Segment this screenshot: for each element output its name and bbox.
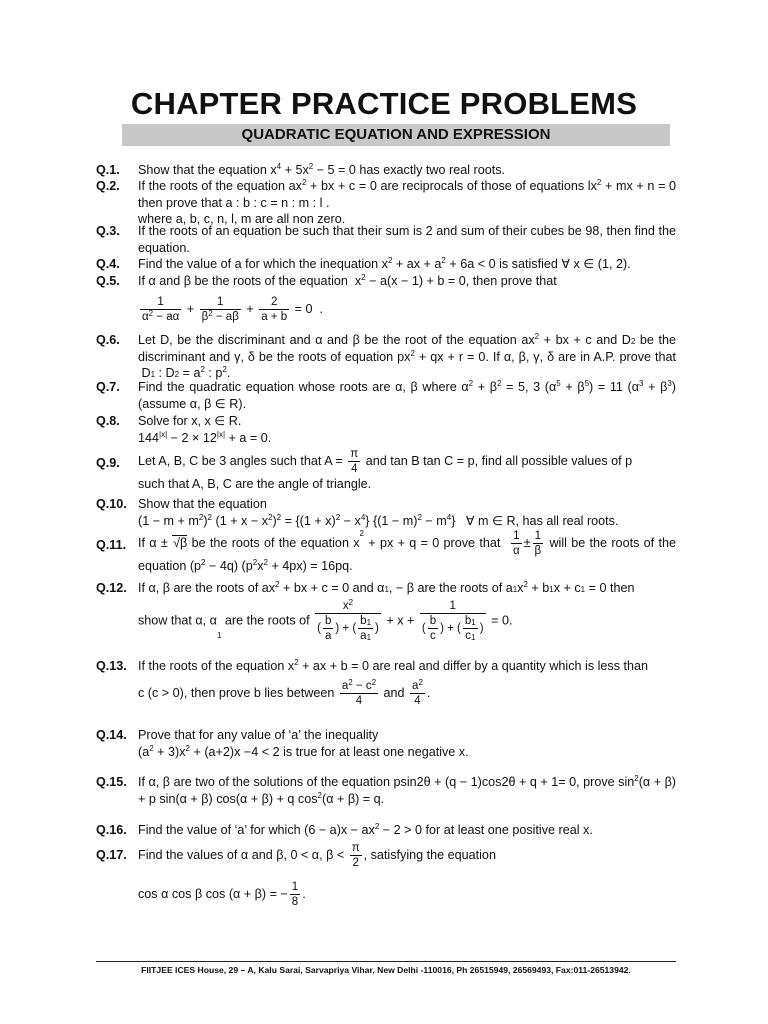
fraction: $\frac{1}{\alpha}$ xyxy=(512,530,520,557)
footer-divider xyxy=(96,961,676,962)
question-text: Find the quadratic equation whose roots are α, β where $\alpha^2 + \beta^2 = 5$, 3 $(\alpha^5 + \beta^5) = 11$ $(\alpha^3 + \beta^3)$ (assume α, β ∈ R). xyxy=(138,379,676,411)
question-8 xyxy=(96,413,676,446)
question-11 xyxy=(96,529,676,575)
question-number: Q.5. xyxy=(96,274,120,288)
question-number: Q.12. xyxy=(96,581,127,595)
question-2 xyxy=(96,178,676,228)
fraction: $\frac{\pi}{4}$ xyxy=(350,448,359,475)
fraction: 1 ( $\frac{b}{c}$ ) + ( $\frac{b_1}{c_1}$ ) xyxy=(421,599,484,642)
fraction: $\frac{a^2}{4}$ xyxy=(412,677,423,707)
question-number: Q.10. xyxy=(96,497,127,511)
fraction: $\frac{1}{\alpha^2 - a\alpha}$ xyxy=(142,295,180,323)
question-text: Find the values of α and β, 0 < α, β < $\frac{\pi}{2}$ , satisfying the equation cos α cos β cos (α + β) = − $\frac{1}{8}$ . xyxy=(138,842,496,908)
question-7 xyxy=(96,379,676,412)
question-1 xyxy=(96,162,676,179)
question-text: If α and β be the roots of the equation $x^2 - a(x - 1) + b = 0$, then prove that $\frac{1}{\alpha^2 - a\alpha}$ + $\frac{1}{\beta^2 - a\beta}$ + $\frac{2}{a + b}$ = 0 . xyxy=(138,273,557,323)
fraction: $\frac{\pi}{2}$ xyxy=(351,842,360,869)
question-6 xyxy=(96,332,676,382)
question-text: If the roots of the equation $ax^2$ + bx + c = 0 are reciprocals of those of equations $lx^2$ + mx + n = 0 then prove that a : b : c = n : m : l . where a, b, c, n, l, m are all non zero. xyxy=(138,178,676,226)
question-14 xyxy=(96,727,676,760)
question-10 xyxy=(96,496,676,529)
question-text: Let D, be the discriminant and α and β be the root of the equation $ax^2$ + bx + c and $D_2$ be the discriminant and γ, δ be the roots of equation $px^2$ + qx + r = 0. If α, β, γ, δ are in A.P. prove that $D_1$ : $D_2 = a^2$ : $p^2$. xyxy=(138,332,677,380)
fraction: $\frac{2}{a + b}$ xyxy=(261,295,288,323)
question-number: Q.17. xyxy=(96,848,127,862)
question-text: If the roots of an equation be such that their sum is 2 and sum of their cubes be 98, then find the equation. xyxy=(138,224,676,255)
question-text: If α, β are two of the solutions of the equation psin2θ + (q − 1)cos2θ + q + 1= 0, prove $\sin^2(\alpha + \beta) + p$ sin(α + β) cos(α + β) + q $\cos^2(\alpha + \beta) = q$. xyxy=(138,774,677,806)
question-text: Show that the equation $(1 - m + m^2)^2$ $(1 + x - x^2)^2 = \{(1 + x)^2 - x^4\} \{(1 - m)^2 - m^4\}$ ∀ m ∈ R, has all real roots. xyxy=(138,497,619,528)
question-15 xyxy=(96,774,676,807)
question-text: If α, β are the roots of $ax^2$ + bx + c = 0 and $\alpha_1$, − β are the roots of $a_1x^2 + b_1x + c_1 = 0$ then show that α, $\alpha_1$ are the roots of $x^2$ ( $\frac{b}{a}$ ) + ( $\frac{b_1}{a_1}$ ) + x + 1 ( $\frac{b}{c}$ ) + ( $\frac{b_1}{c_1}$ ) = 0. xyxy=(138,580,635,642)
question-9 xyxy=(96,447,676,493)
footer-address: FIITJEE ICES House, 29 – A, Kalu Sarai, Sarvapriya Vihar, New Delhi -110016, Ph 26515949, 26569493, Fax:011-26513942. xyxy=(141,965,631,975)
question-number: Q.7. xyxy=(96,380,120,394)
question-number: Q.15. xyxy=(96,775,127,789)
question-16 xyxy=(96,822,676,839)
fraction: $\frac{1}{\beta}$ xyxy=(534,530,542,557)
question-17 xyxy=(96,841,676,909)
fraction: $\frac{1}{\beta^2 - a\beta}$ xyxy=(201,295,239,323)
page-title: CHAPTER PRACTICE PROBLEMS xyxy=(130,86,638,121)
question-12 xyxy=(96,580,676,643)
question-number: Q.14. xyxy=(96,728,127,742)
question-number: Q.3. xyxy=(96,224,120,238)
question-text: Prove that for any value of ‘a’ the inequality $(a^2 + 3)x^2 + (a+2)x -4 < 2$ is true for at least one negative x. xyxy=(138,728,469,759)
question-number: Q.2. xyxy=(96,179,120,193)
question-number: Q.1. xyxy=(96,163,120,177)
question-number: Q.4. xyxy=(96,257,120,271)
question-text: Find the value of a for which the inequation $x^2$ + ax + $a^2 + 6a < 0$ is satisfied ∀ x ∈ (1, 2). xyxy=(138,256,631,271)
question-number: Q.9. xyxy=(96,456,120,470)
fraction: $\frac{1}{8}$ xyxy=(291,881,299,908)
fraction: $x^2$ ( $\frac{b}{a}$ ) + ( $\frac{b_1}{a_1}$ ) xyxy=(317,597,379,642)
question-text: Show that the equation $x^4 + 5x^2 - 5 = 0$ has exactly two real roots. xyxy=(138,162,506,177)
question-number: Q.13. xyxy=(96,659,127,673)
question-number: Q.16. xyxy=(96,823,127,837)
fraction: $\frac{a^2 - c^2}{4}$ xyxy=(341,677,377,707)
question-number: Q.6. xyxy=(96,333,120,347)
question-text: If α ± √β be the roots of the equation $x^2$ + px + q = 0 prove that $\frac{1}{\alpha}$ ± $\frac{1}{\beta}$ will be the roots of the equation $(p^2 - 4q) (p^2x^2 + 4px) = 16pq$. xyxy=(138,529,676,573)
section-subtitle: QUADRATIC EQUATION AND EXPRESSION xyxy=(122,124,670,146)
question-3 xyxy=(96,223,676,256)
question-4 xyxy=(96,256,676,273)
question-text: Find the value of ‘a’ for which $(6 - a)x - ax^2 - 2 > 0$ for at least one positive real x. xyxy=(138,822,593,837)
question-number: Q.11. xyxy=(96,538,127,552)
question-text: Let A, B, C be 3 angles such that A = $\frac{\pi}{4}$ and tan B tan C = p, find all possible values of p such that A, B, C are the angle of triangle. xyxy=(138,448,633,491)
question-5 xyxy=(96,273,676,324)
question-text: Solve for x, x ∈ R. $144^{|x|} - 2 \times 12^{|x|} + a = 0$. xyxy=(138,414,272,445)
question-text: If the roots of the equation $x^2$ + ax + b = 0 are real and differ by a quantity which is less than c (c > 0), then prove b lies between $\frac{a^2 - c^2}{4}$ and $\frac{a^2}{4}$ . xyxy=(138,658,649,707)
question-number: Q.8. xyxy=(96,414,120,428)
question-13 xyxy=(96,658,676,708)
